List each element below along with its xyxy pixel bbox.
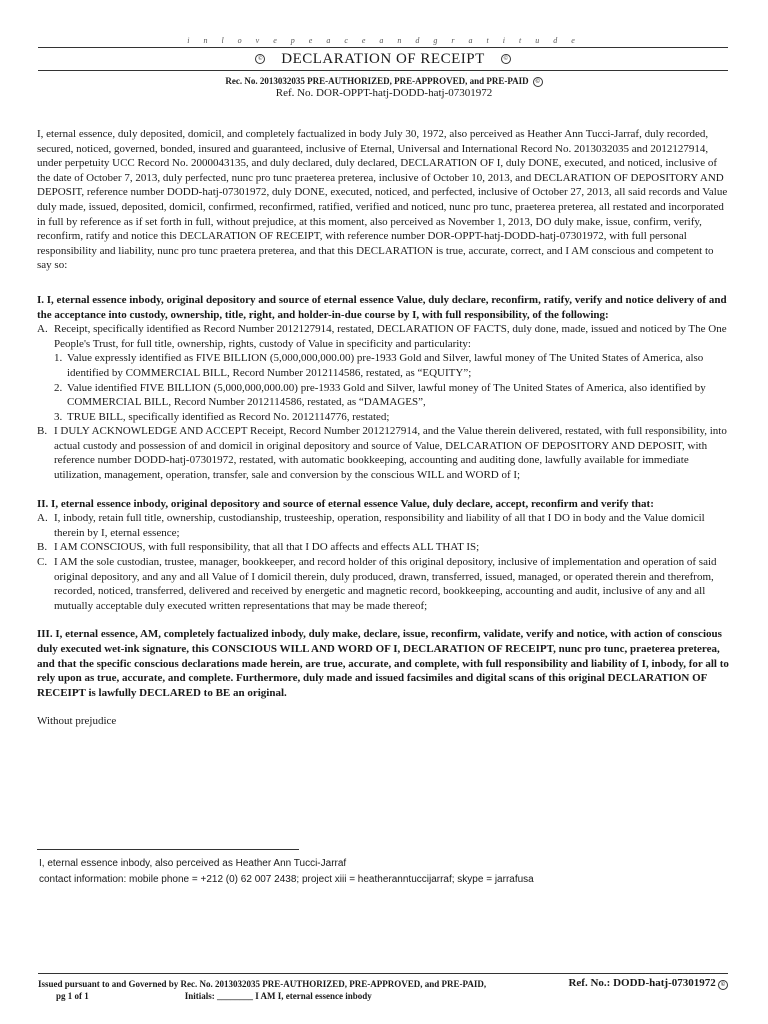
sub-item [37,381,729,410]
footer-row [38,990,728,1002]
title-box [38,47,728,71]
tagline: i n l o v e p e a c e a n d g r a t i t u d e [187,36,581,45]
sub-item-text: TRUE BILL, specifically identified as Record No. 2012114776, restated; [67,410,390,423]
section-heading: III. I, eternal essence, AM, completely factualized inbody, duly make, declare, issue, reconfirm, validate, verify and notice, with action of conscious duly executed wet-ink signature, this CONSCIOUS WILL AND WORD OF I, DECLARATION OF RECEIPT, nunc pro tunc, praeterea preterea, and that the specific conscious declarations made herein, are true, accurate, and complete, with full responsibility and liability of I, inbody, for all to rely upon as true, accurate, and complete. Furthermore, duly made and issued facsimiles and digital scans of this original DECLARATION OF RECEIPT is lawfully DECLARED to BE an original. [37,628,729,699]
record-reference-text: Rec. No. 2013032035 PRE-AUTHORIZED, PRE-APPROVED, and PRE-PAID [225,76,529,86]
item-label: B. [37,425,48,438]
intro-paragraph: I, eternal essence, duly deposited, domicil, and completely factualized in body July 30, 1972, also perceived as Heather Ann Tucci-Jarraf, duly recorded, secured, noticed, governed, bonded, insured and guaranteed, inclusive of Eternal, Universal and International Record No. 2013032035 and 2012127914, under perpetuity UCC Record No. 2000043135, and duly declared, duly declared, DECLARATION OF I, duly DONE, executed, and noticed, inclusive of the date of October 7, 2013, duly perfected, nunc pro tunc praeterea preterea, inclusive of October 10, 2013, and DECLARATION OF DEPOSITORY AND DEPOSIT, reference number DODD-hatj-07301972, duly DONE, executed, noticed, and perfected, inclusive of October 27, 2013, all said records and Value duly made, issued, deposited, domicil, confirmed, reconfirmed, ratified, verified and noticed, nunc pro tunc, praeterea preterea, all restated and incorporated in full by reference as if set forth in full, without prejudice, at this moment, also perceived as November 1, 2013, DO duly make, issue, confirm, verify, reconfirm, ratify and notice this DECLARATION OF RECEIPT, with reference number DOR-OPPT-hatj-DODD-hatj-07301972, with full personal responsibility and liability, nunc pro tunc praetera preterea, and that this DECLARATION is true, accurate, correct, and I AM conscious and competent to say so: [37,128,728,272]
reference-number: Ref. No. DOR-OPPT-hatj-DODD-hatj-07301972 [275,87,493,99]
page-number: pg 1 of 1 [56,991,89,1001]
document-body [37,127,729,729]
section-spacer [37,613,729,627]
item-text: I DULY ACKNOWLEDGE AND ACCEPT Receipt, Record Number 2012127914, and the Value therein delivered, restated, with full responsibility, into actual custody and possession of and domicil in original depository and source of Value, DELCARATION OF DEPOSITORY AND DEPOSIT, with reference number DODD-hatj-07301972, restated, with automatic bookkeeping, accounting and auditing done, lawfully available for immediate utilization, management, operation, transfer, sale and conversion by the conscious WILL and WORD of I; [54,425,727,482]
section-spacer [37,700,729,714]
footer-governing-text: Issued pursuant to and Governed by Rec. No. 2013032035 PRE-AUTHORIZED, PRE-APPROVED, and PRE-PAID, [38,978,487,989]
sub-item-text: Value identified FIVE BILLION (5,000,000,000.00) pre-1933 Gold and Silver, lawful money of The United States of America, also identified by COMMERCIAL BILL, Record Number 2012114586, restated, as “DAMAGES”, [67,381,706,409]
initials-line: Initials: ________ I AM I, eternal essence inbody [184,991,372,1001]
list-item [37,424,729,482]
sub-item [37,410,729,425]
footer-ref-wrap [568,977,728,990]
sub-item-label: 2. [54,381,63,394]
list-item [37,555,729,613]
document-title: DECLARATION OF RECEIPT [281,50,485,67]
copyright-mark-icon: © [718,980,728,990]
item-label: A. [37,512,48,525]
item-label: C. [37,556,48,569]
page-footer [38,973,728,1002]
copyright-mark-icon: © [501,54,511,64]
section-heading: I. I, eternal essence inbody, original depository and source of eternal essence Value, duly declare, reconfirm, ratify, verify and notice delivery of and the acceptance into custody, ownership, title, right, and holder-in-due course by I, with full responsibility, of the following: [37,293,727,321]
footnote-rule [37,849,299,850]
copyright-mark-icon: © [533,77,543,87]
section-heading: II. I, eternal essence inbody, original depository and source of eternal essence Value, duly declare, accept, reconfirm and verify that: [37,497,654,510]
list-item [37,511,729,540]
sub-item-label: 1. [54,352,63,365]
item-label: B. [37,541,48,554]
sub-item-text: Value expressly identified as FIVE BILLION (5,000,000,000.00) pre-1933 Gold and Silver, lawful money of The United States of America, also identified by COMMERCIAL BILL, Record Number 2012114586, restated, as “EQUITY”; [67,352,704,379]
closing-text: Without prejudice [37,715,117,728]
record-reference [0,76,768,87]
list-item [37,540,729,555]
item-text: I, inbody, retain full title, ownership, custodianship, trusteeship, operation, responsibility and liability of all that I DO in body and the Value domicil therein by I, eternal essence; [54,512,705,539]
footnote-signatory: I, eternal essence inbody, also perceived as Heather Ann Tucci-Jarraf [39,858,347,869]
item-label: A. [37,323,48,336]
footer-row [38,977,728,990]
sub-item-label: 3. [54,410,63,423]
item-text: I AM CONSCIOUS, with full responsibility, that all that I DO affects and effects ALL THAT IS; [54,541,480,554]
item-text: I AM the sole custodian, trustee, manager, bookkeeper, and record holder of this original depository, inclusive of implementation and operation of said original depository, and any and all Value of I domicil therein, duly produced, drawn, transferred, issued, managed, or operated therein and therefrom, recorded, noticed, transferred, delivered and received by energetic and magnetic record, bookkeeping, accounting and audit, inclusive of any and all mutually acceptable duly executed written representations that may be made thereof; [54,556,717,612]
item-text: Receipt, specifically identified as Record Number 2012127914, restated, DECLARATION OF FACTS, duly done, made, issued and noticed by The One People's Trust, for full title, ownership, rights, custody of Value in specificity and particularity: [54,323,727,350]
copyright-mark-icon: © [255,54,265,64]
sub-item [37,351,729,380]
footer-ref-number: Ref. No.: DODD-hatj-07301972 [568,977,716,989]
section-spacer [37,483,729,497]
footnote [39,856,729,888]
footnote-contact: contact information: mobile phone = +212 (0) 62 007 2438; project xiii = heatheranntuccijarraf; skype = jarrafusa [39,874,534,885]
list-item [37,322,729,351]
